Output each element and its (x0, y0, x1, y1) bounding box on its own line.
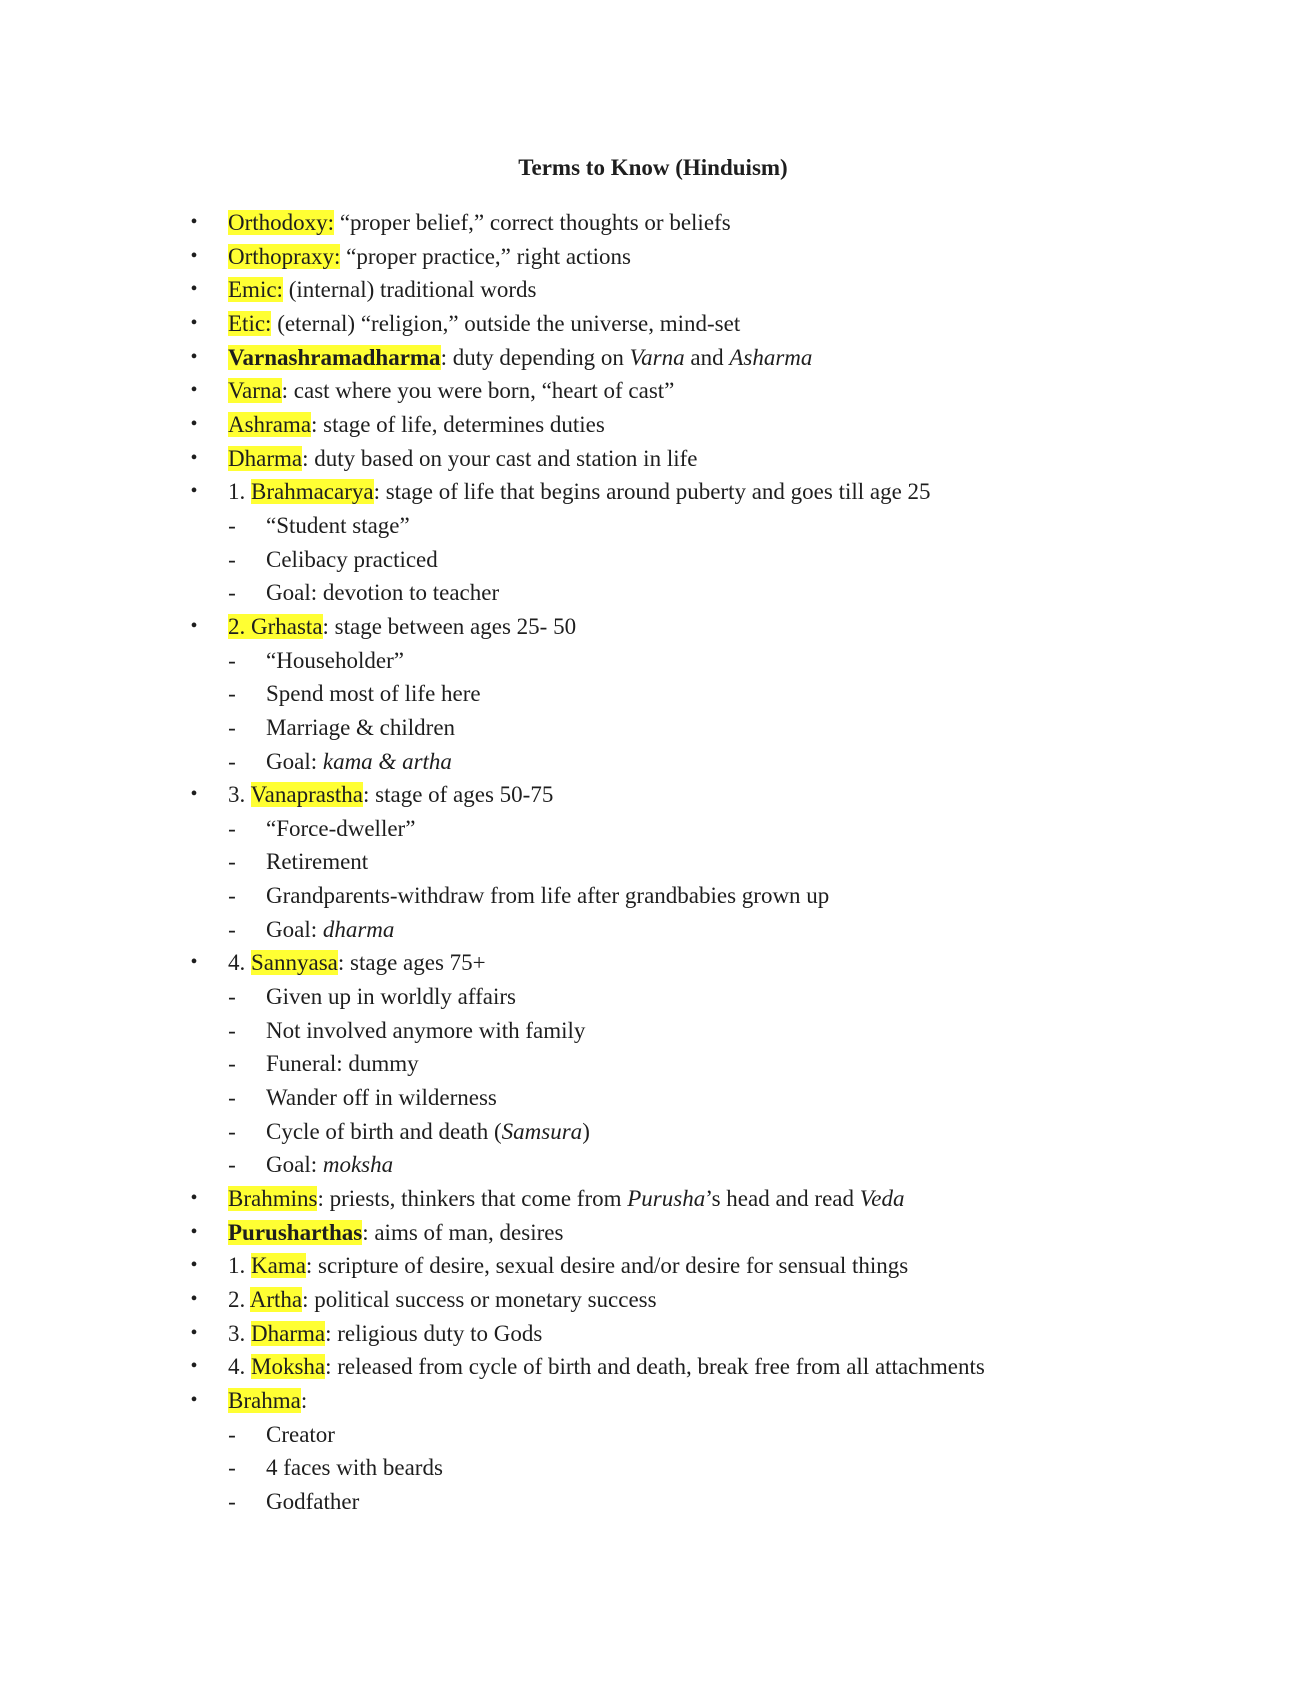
item-text (266, 644, 404, 678)
list-item (0, 1216, 1306, 1250)
dash-marker: - (228, 1455, 236, 1481)
list-item (0, 946, 1306, 980)
sub-list-item (0, 1014, 1306, 1048)
text-segment: 4. (228, 1354, 251, 1380)
item-text (228, 307, 740, 341)
text-segment: : duty based on your cast and station in life (302, 445, 698, 471)
item-text (266, 1081, 497, 1115)
dash-marker: - (228, 815, 236, 841)
item-text (228, 1216, 563, 1250)
item-text (266, 1451, 443, 1485)
text-segment: : stage between ages 25- 50 (322, 613, 577, 639)
bullet-marker: • (190, 951, 198, 974)
item-text (228, 778, 553, 812)
highlighted-term: Sannyasa (251, 950, 338, 976)
item-text (228, 1350, 985, 1384)
text-segment: 1. (228, 479, 251, 505)
item-text (228, 1384, 307, 1418)
text-segment: dharma (322, 916, 395, 942)
item-text (266, 745, 452, 779)
highlighted-term: Brahmacarya (251, 479, 374, 505)
item-text (228, 1182, 904, 1216)
bullet-marker: • (190, 379, 198, 402)
item-text (228, 341, 812, 375)
item-text (266, 543, 438, 577)
bullet-marker: • (190, 614, 198, 637)
text-segment: (internal) traditional words (282, 277, 537, 303)
sub-list-item (0, 644, 1306, 678)
text-segment: Varna (629, 344, 685, 370)
list-item (0, 778, 1306, 812)
dash-marker: - (228, 916, 236, 942)
bullet-marker: • (190, 446, 198, 469)
sub-list-item (0, 1485, 1306, 1519)
list-item (0, 1317, 1306, 1351)
item-text (266, 1485, 359, 1519)
item-text (266, 1115, 590, 1149)
text-segment: “Student stage” (266, 512, 410, 538)
sub-list-item (0, 1047, 1306, 1081)
sub-list-item (0, 1081, 1306, 1115)
text-segment: : stage of ages 50-75 (363, 782, 554, 808)
text-segment: Cycle of birth and death ( (266, 1118, 502, 1144)
item-text (266, 677, 481, 711)
list-item (0, 408, 1306, 442)
text-segment: Spend most of life here (266, 681, 481, 707)
text-segment: : cast where you were born, “heart of cast” (281, 378, 675, 404)
sub-list-item (0, 980, 1306, 1014)
item-text (266, 812, 415, 846)
text-segment: 4 faces with beards (266, 1455, 443, 1481)
bullet-marker: • (190, 311, 198, 334)
page-title: Terms to Know (Hinduism) (518, 155, 788, 180)
sub-list-item (0, 879, 1306, 913)
text-segment: “proper practice,” right actions (340, 243, 631, 269)
item-text (228, 206, 731, 240)
list-item (0, 1350, 1306, 1384)
highlighted-term: Etic: (228, 310, 272, 336)
item-text (228, 1249, 908, 1283)
term-list (0, 206, 1306, 1519)
item-text (266, 1014, 585, 1048)
text-segment: (eternal) “religion,” outside the universe, mind-set (271, 310, 741, 336)
list-item (0, 1283, 1306, 1317)
text-segment: kama & artha (322, 748, 452, 774)
item-text (228, 1283, 657, 1317)
item-text (266, 1418, 335, 1452)
dash-marker: - (228, 1017, 236, 1043)
dash-marker: - (228, 1421, 236, 1447)
list-item (0, 610, 1306, 644)
dash-marker: - (228, 748, 236, 774)
text-segment: Asharma (729, 344, 813, 370)
list-item (0, 1384, 1306, 1418)
highlighted-term: 2. Grhasta (228, 613, 323, 639)
text-segment: “proper belief,” correct thoughts or beliefs (334, 210, 731, 235)
highlighted-term: Kama (251, 1253, 306, 1279)
item-text (266, 509, 410, 543)
bullet-marker: • (190, 480, 198, 503)
dash-marker: - (228, 546, 236, 572)
text-segment: Marriage & children (266, 714, 456, 740)
sub-list-item (0, 1451, 1306, 1485)
list-item (0, 374, 1306, 408)
item-text (228, 442, 697, 476)
list-item (0, 240, 1306, 274)
item-text (228, 610, 576, 644)
text-segment: 3. (228, 1320, 251, 1346)
text-segment: 2. (228, 1287, 250, 1312)
bullet-marker: • (190, 211, 198, 233)
dash-marker: - (228, 984, 236, 1010)
dash-marker: - (228, 1488, 236, 1514)
bullet-marker: • (190, 1254, 198, 1277)
highlighted-term: Brahmins (228, 1186, 318, 1212)
highlighted-term: Moksha (251, 1354, 326, 1380)
text-segment: : political success or monetary success (302, 1287, 657, 1312)
text-segment: “Force-dweller” (266, 815, 416, 841)
text-segment: : religious duty to Gods (325, 1320, 543, 1346)
list-item (0, 1182, 1306, 1216)
text-segment: : stage of life that begins around puberty and goes till age 25 (373, 479, 931, 505)
highlighted-term: Brahma (228, 1387, 301, 1413)
list-item (0, 341, 1306, 375)
text-segment: ) (582, 1118, 590, 1144)
text-segment: 1. (228, 1253, 251, 1279)
item-text (266, 845, 368, 879)
dash-marker: - (228, 1152, 236, 1178)
list-item (0, 442, 1306, 476)
text-segment: Purusha (627, 1186, 706, 1212)
text-segment: Wander off in wilderness (266, 1085, 497, 1111)
sub-list-item (0, 1148, 1306, 1182)
bullet-marker: • (190, 1355, 198, 1378)
text-segment: Given up in worldly affairs (266, 984, 516, 1010)
bullet-marker: • (190, 345, 198, 368)
dash-marker: - (228, 681, 236, 707)
text-segment: : duty depending on (440, 344, 630, 370)
text-segment: : aims of man, desires (362, 1219, 564, 1245)
item-text (228, 475, 931, 509)
bullet-marker: • (190, 1220, 198, 1243)
item-text (228, 374, 674, 408)
dash-marker: - (228, 849, 236, 875)
text-segment: and (684, 344, 730, 370)
text-segment: Goal: devotion to teacher (266, 580, 500, 606)
highlighted-term: Dharma (251, 1320, 326, 1346)
item-text (228, 240, 631, 274)
text-segment: Funeral: dummy (266, 1051, 419, 1077)
sub-list-item (0, 677, 1306, 711)
bullet-marker: • (190, 1187, 198, 1210)
item-text (228, 273, 537, 307)
text-segment: “Householder” (266, 647, 404, 673)
sub-list-item (0, 509, 1306, 543)
list-item (0, 475, 1306, 509)
bullet-marker: • (190, 1321, 198, 1344)
bullet-marker: • (190, 278, 198, 301)
bullet-marker: • (190, 1388, 198, 1411)
text-segment: ’s head and read (705, 1186, 860, 1212)
text-segment: : priests, thinkers that come from (317, 1186, 628, 1212)
item-text (266, 913, 394, 947)
highlighted-term: Ashrama (228, 411, 312, 437)
bullet-marker: • (190, 244, 198, 267)
text-segment: : stage of life, determines duties (311, 411, 605, 437)
highlighted-term: Dharma (228, 445, 303, 471)
bullet-marker: • (190, 1288, 198, 1310)
dash-marker: - (228, 580, 236, 606)
item-text (266, 1148, 393, 1182)
item-text (266, 711, 455, 745)
text-segment: Retirement (266, 849, 369, 875)
text-segment: Grandparents-withdraw from life after grandbabies grown up (266, 883, 830, 909)
highlighted-term: Emic: (228, 277, 283, 303)
text-segment: Celibacy practiced (266, 546, 438, 572)
sub-list-item (0, 913, 1306, 947)
sub-list-item (0, 543, 1306, 577)
highlighted-term: Varna (228, 378, 282, 404)
sub-list-item (0, 745, 1306, 779)
text-segment: : scripture of desire, sexual desire and/or desire for sensual things (305, 1253, 909, 1279)
dash-marker: - (228, 714, 236, 740)
text-segment: Goal: (266, 1152, 323, 1178)
highlighted-term: Artha (249, 1287, 303, 1312)
highlighted-term: Orthodoxy: (228, 210, 335, 235)
text-segment: moksha (322, 1152, 394, 1178)
dash-marker: - (228, 1085, 236, 1111)
text-segment: Goal: (266, 748, 323, 774)
highlighted-term: Vanaprastha (250, 782, 363, 808)
text-segment: : (300, 1387, 308, 1413)
sub-list-item (0, 812, 1306, 846)
bullet-marker: • (190, 412, 198, 435)
list-item (0, 1249, 1306, 1283)
text-segment: Veda (859, 1186, 905, 1212)
sub-list-item (0, 1115, 1306, 1149)
item-text (266, 980, 516, 1014)
item-text (228, 946, 486, 980)
dash-marker: - (228, 512, 236, 538)
text-segment: Goal: (266, 916, 323, 942)
list-item (0, 206, 1306, 240)
item-text (266, 576, 499, 610)
highlighted-term: Varnashramadharma (228, 344, 441, 370)
text-segment: Not involved anymore with family (266, 1017, 586, 1043)
sub-list-item (0, 1418, 1306, 1452)
dash-marker: - (228, 1051, 236, 1077)
bullet-marker: • (190, 783, 198, 806)
item-text (266, 1047, 419, 1081)
item-text (228, 1317, 542, 1351)
list-item (0, 307, 1306, 341)
sub-list-item (0, 845, 1306, 879)
text-segment: Godfather (266, 1488, 360, 1514)
text-segment: : released from cycle of birth and death, break free from all attachments (325, 1354, 985, 1380)
text-segment: : stage ages 75+ (337, 950, 486, 976)
sub-list-item (0, 711, 1306, 745)
item-text (266, 879, 829, 913)
text-segment: 4. (228, 950, 251, 976)
list-item (0, 273, 1306, 307)
text-segment: 3. (228, 782, 251, 808)
highlighted-term: Purusharthas (228, 1219, 363, 1245)
text-segment: Creator (266, 1421, 335, 1447)
highlighted-term: Orthopraxy: (228, 243, 341, 269)
text-segment: Samsura (501, 1118, 583, 1144)
dash-marker: - (228, 1118, 236, 1144)
sub-list-item (0, 576, 1306, 610)
dash-marker: - (228, 883, 236, 909)
item-text (228, 408, 605, 442)
dash-marker: - (228, 647, 236, 673)
